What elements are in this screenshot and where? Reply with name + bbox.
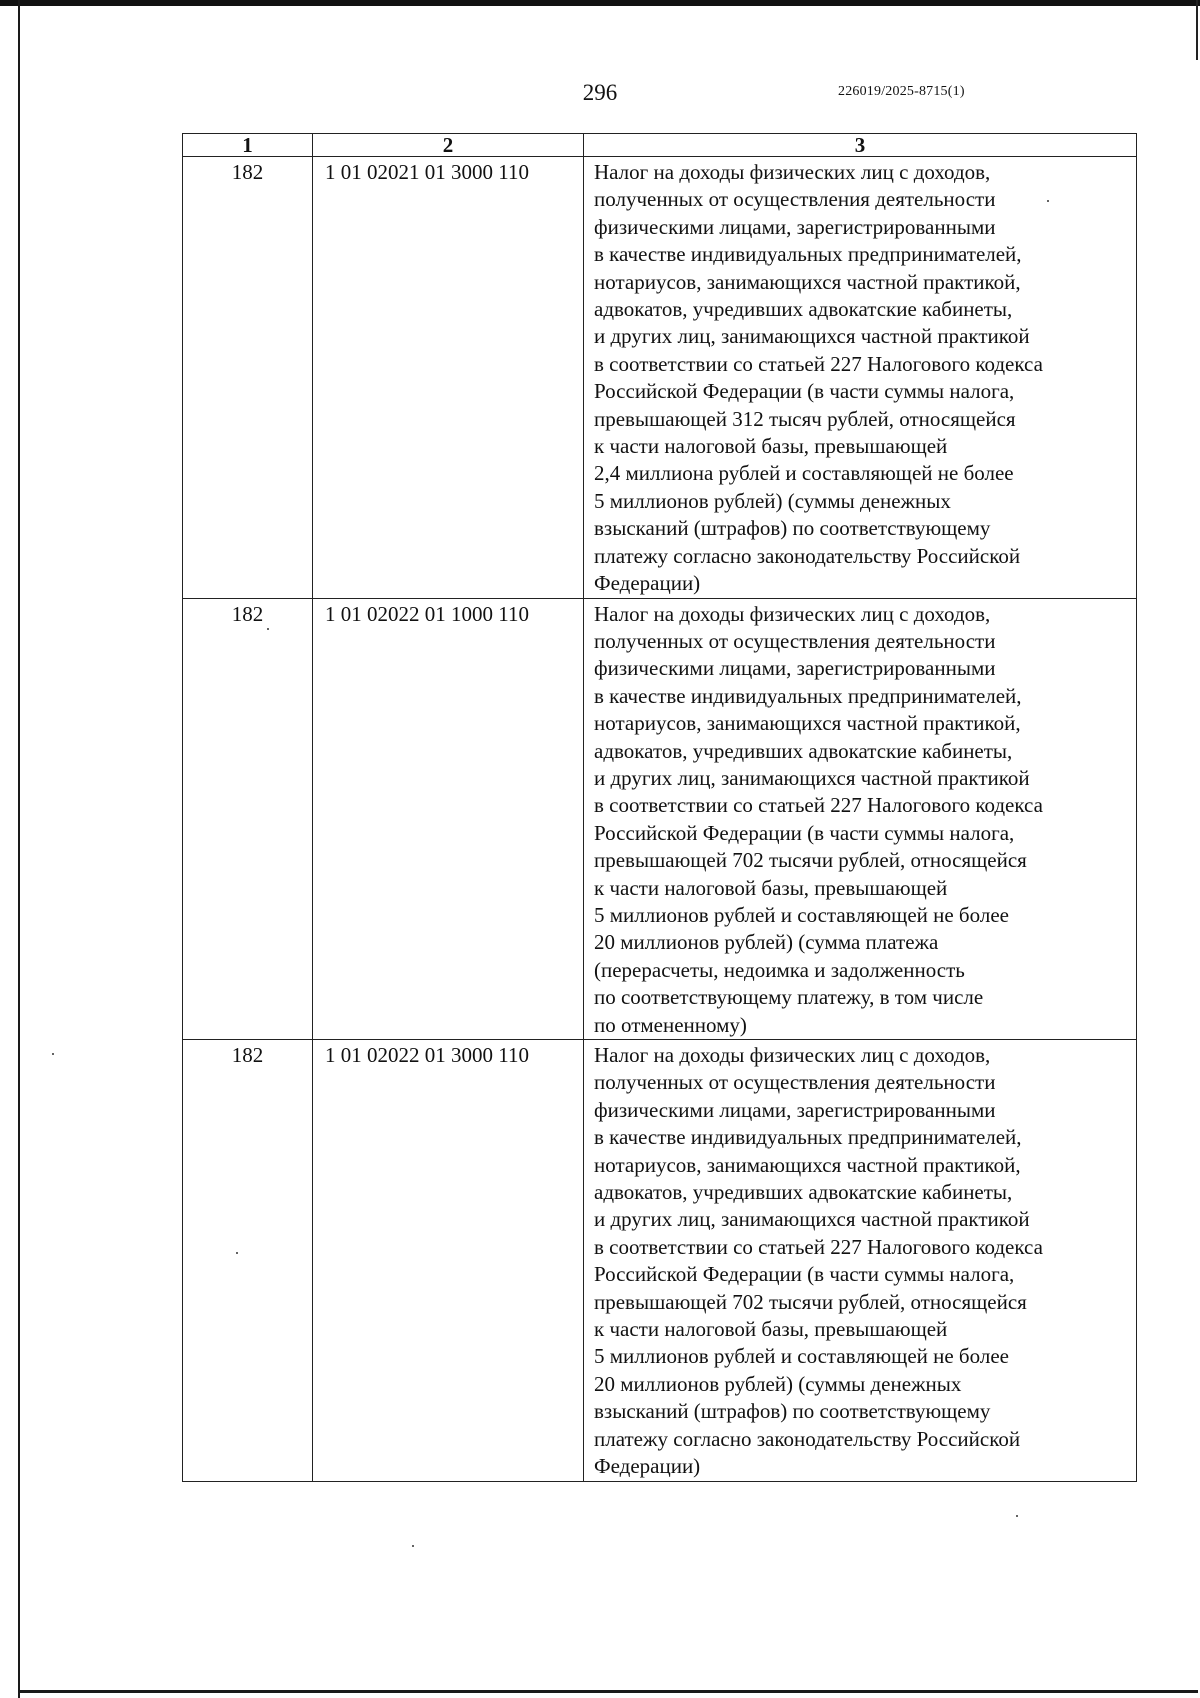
document-id: 226019/2025-8715(1): [838, 84, 965, 99]
description-line: физическими лицами, зарегистрированными: [594, 656, 996, 681]
description-line: Налог на доходы физических лиц с доходов,: [594, 1043, 991, 1067]
description-line: к части налоговой базы, превышающей: [594, 875, 948, 900]
description-line: (перерасчеты, недоимка и задолженность: [594, 957, 965, 982]
scan-speck: [1047, 200, 1049, 202]
description-line: превышающей 702 тысячи рублей, относящейся: [594, 848, 1027, 873]
column-header-2: 2: [313, 134, 584, 157]
description-line: 5 миллионов рублей и составляющей не более: [594, 902, 1009, 927]
description-line: Федерации): [594, 1454, 701, 1479]
column-header-1: 1: [183, 134, 313, 157]
description-line: платежу согласно законодательству Российской: [594, 1426, 1021, 1451]
scan-border-top: [0, 0, 1200, 6]
budget-classification-code-cell: 1 01 02022 01 3000 110: [313, 1040, 584, 1482]
description-line: и других лиц, занимающихся частной практикой: [594, 1207, 1030, 1232]
description-line: в соответствии со статьей 227 Налогового кодекса: [594, 793, 1043, 818]
description-cell: [584, 598, 1137, 1040]
column-header-3: 3: [584, 134, 1137, 157]
budget-classification-code-cell: 1 01 02021 01 3000 110: [313, 157, 584, 599]
scan-border-bottom: [18, 1690, 1198, 1693]
table-body: [183, 157, 1137, 1482]
table-header-row: [183, 134, 1137, 157]
table-row: [183, 157, 1137, 599]
scan-speck: [267, 628, 269, 630]
description-cell: [584, 157, 1137, 599]
budget-classification-code-cell: 1 01 02022 01 1000 110: [313, 598, 584, 1040]
description-line: 5 миллионов рублей) (суммы денежных: [594, 488, 951, 513]
table-row: [183, 1040, 1137, 1482]
description-line: нотариусов, занимающихся частной практикой,: [594, 269, 1021, 294]
description-line: взысканий (штрафов) по соответствующему: [594, 516, 991, 541]
scan-border-right: [1196, 0, 1198, 60]
description-line: к части налоговой базы, превышающей: [594, 1317, 948, 1342]
description-line: в качестве индивидуальных предпринимателей,: [594, 1125, 1022, 1150]
page-number: 296: [582, 80, 618, 105]
description-line: адвокатов, учредивших адвокатские кабинеты,: [594, 738, 1013, 763]
description-line: взысканий (штрафов) по соответствующему: [594, 1399, 991, 1424]
description-line: Российской Федерации (в части суммы налога,: [594, 379, 1015, 404]
admin-code-cell: 182: [183, 1040, 313, 1482]
scan-speck: [1016, 1515, 1018, 1517]
scan-border-left: [18, 0, 20, 1698]
description-line: Российской Федерации (в части суммы налога,: [594, 820, 1015, 845]
description-line: превышающей 312 тысяч рублей, относящейся: [594, 406, 1016, 431]
description-line: полученных от осуществления деятельности: [594, 628, 996, 653]
table-row: [183, 598, 1137, 1040]
description-line: в качестве индивидуальных предпринимателей,: [594, 683, 1022, 708]
description-line: 2,4 миллиона рублей и составляющей не более: [594, 461, 1014, 486]
description-line: Налог на доходы физических лиц с доходов,: [594, 601, 991, 626]
description-line: Федерации): [594, 571, 701, 596]
description-line: в качестве индивидуальных предпринимателей,: [594, 242, 1022, 267]
description-line: нотариусов, занимающихся частной практикой,: [594, 1152, 1021, 1177]
description-line: в соответствии со статьей 227 Налогового кодекса: [594, 351, 1043, 376]
description-line: и других лиц, занимающихся частной практикой: [594, 765, 1030, 790]
description-line: 20 миллионов рублей) (сумма платежа: [594, 930, 939, 955]
description-line: в соответствии со статьей 227 Налогового кодекса: [594, 1234, 1043, 1259]
description-line: и других лиц, занимающихся частной практикой: [594, 324, 1030, 349]
admin-code-cell: 182: [183, 157, 313, 599]
scan-speck: [52, 1053, 54, 1055]
description-line: к части налоговой базы, превышающей: [594, 434, 948, 459]
scan-speck: [236, 1252, 238, 1254]
description-line: по отмененному): [594, 1012, 747, 1037]
description-line: 5 миллионов рублей и составляющей не более: [594, 1344, 1009, 1369]
description-line: нотариусов, занимающихся частной практикой,: [594, 711, 1021, 736]
description-cell: [584, 1040, 1137, 1482]
description-line: полученных от осуществления деятельности: [594, 187, 996, 212]
scan-speck: [412, 1545, 414, 1547]
admin-code-cell: 182: [183, 598, 313, 1040]
description-line: физическими лицами, зарегистрированными: [594, 214, 996, 239]
description-line: 20 миллионов рублей) (суммы денежных: [594, 1371, 962, 1396]
description-line: Российской Федерации (в части суммы налога,: [594, 1262, 1015, 1287]
budget-codes-table: [182, 133, 1137, 1482]
description-line: физическими лицами, зарегистрированными: [594, 1097, 996, 1122]
description-line: платежу согласно законодательству Российской: [594, 543, 1021, 568]
description-line: по соответствующему платежу, в том числе: [594, 985, 984, 1010]
description-line: полученных от осуществления деятельности: [594, 1070, 996, 1095]
description-line: адвокатов, учредивших адвокатские кабинеты,: [594, 1180, 1013, 1205]
description-line: Налог на доходы физических лиц с доходов,: [594, 160, 991, 184]
description-line: превышающей 702 тысячи рублей, относящейся: [594, 1289, 1027, 1314]
description-line: адвокатов, учредивших адвокатские кабинеты,: [594, 297, 1013, 322]
